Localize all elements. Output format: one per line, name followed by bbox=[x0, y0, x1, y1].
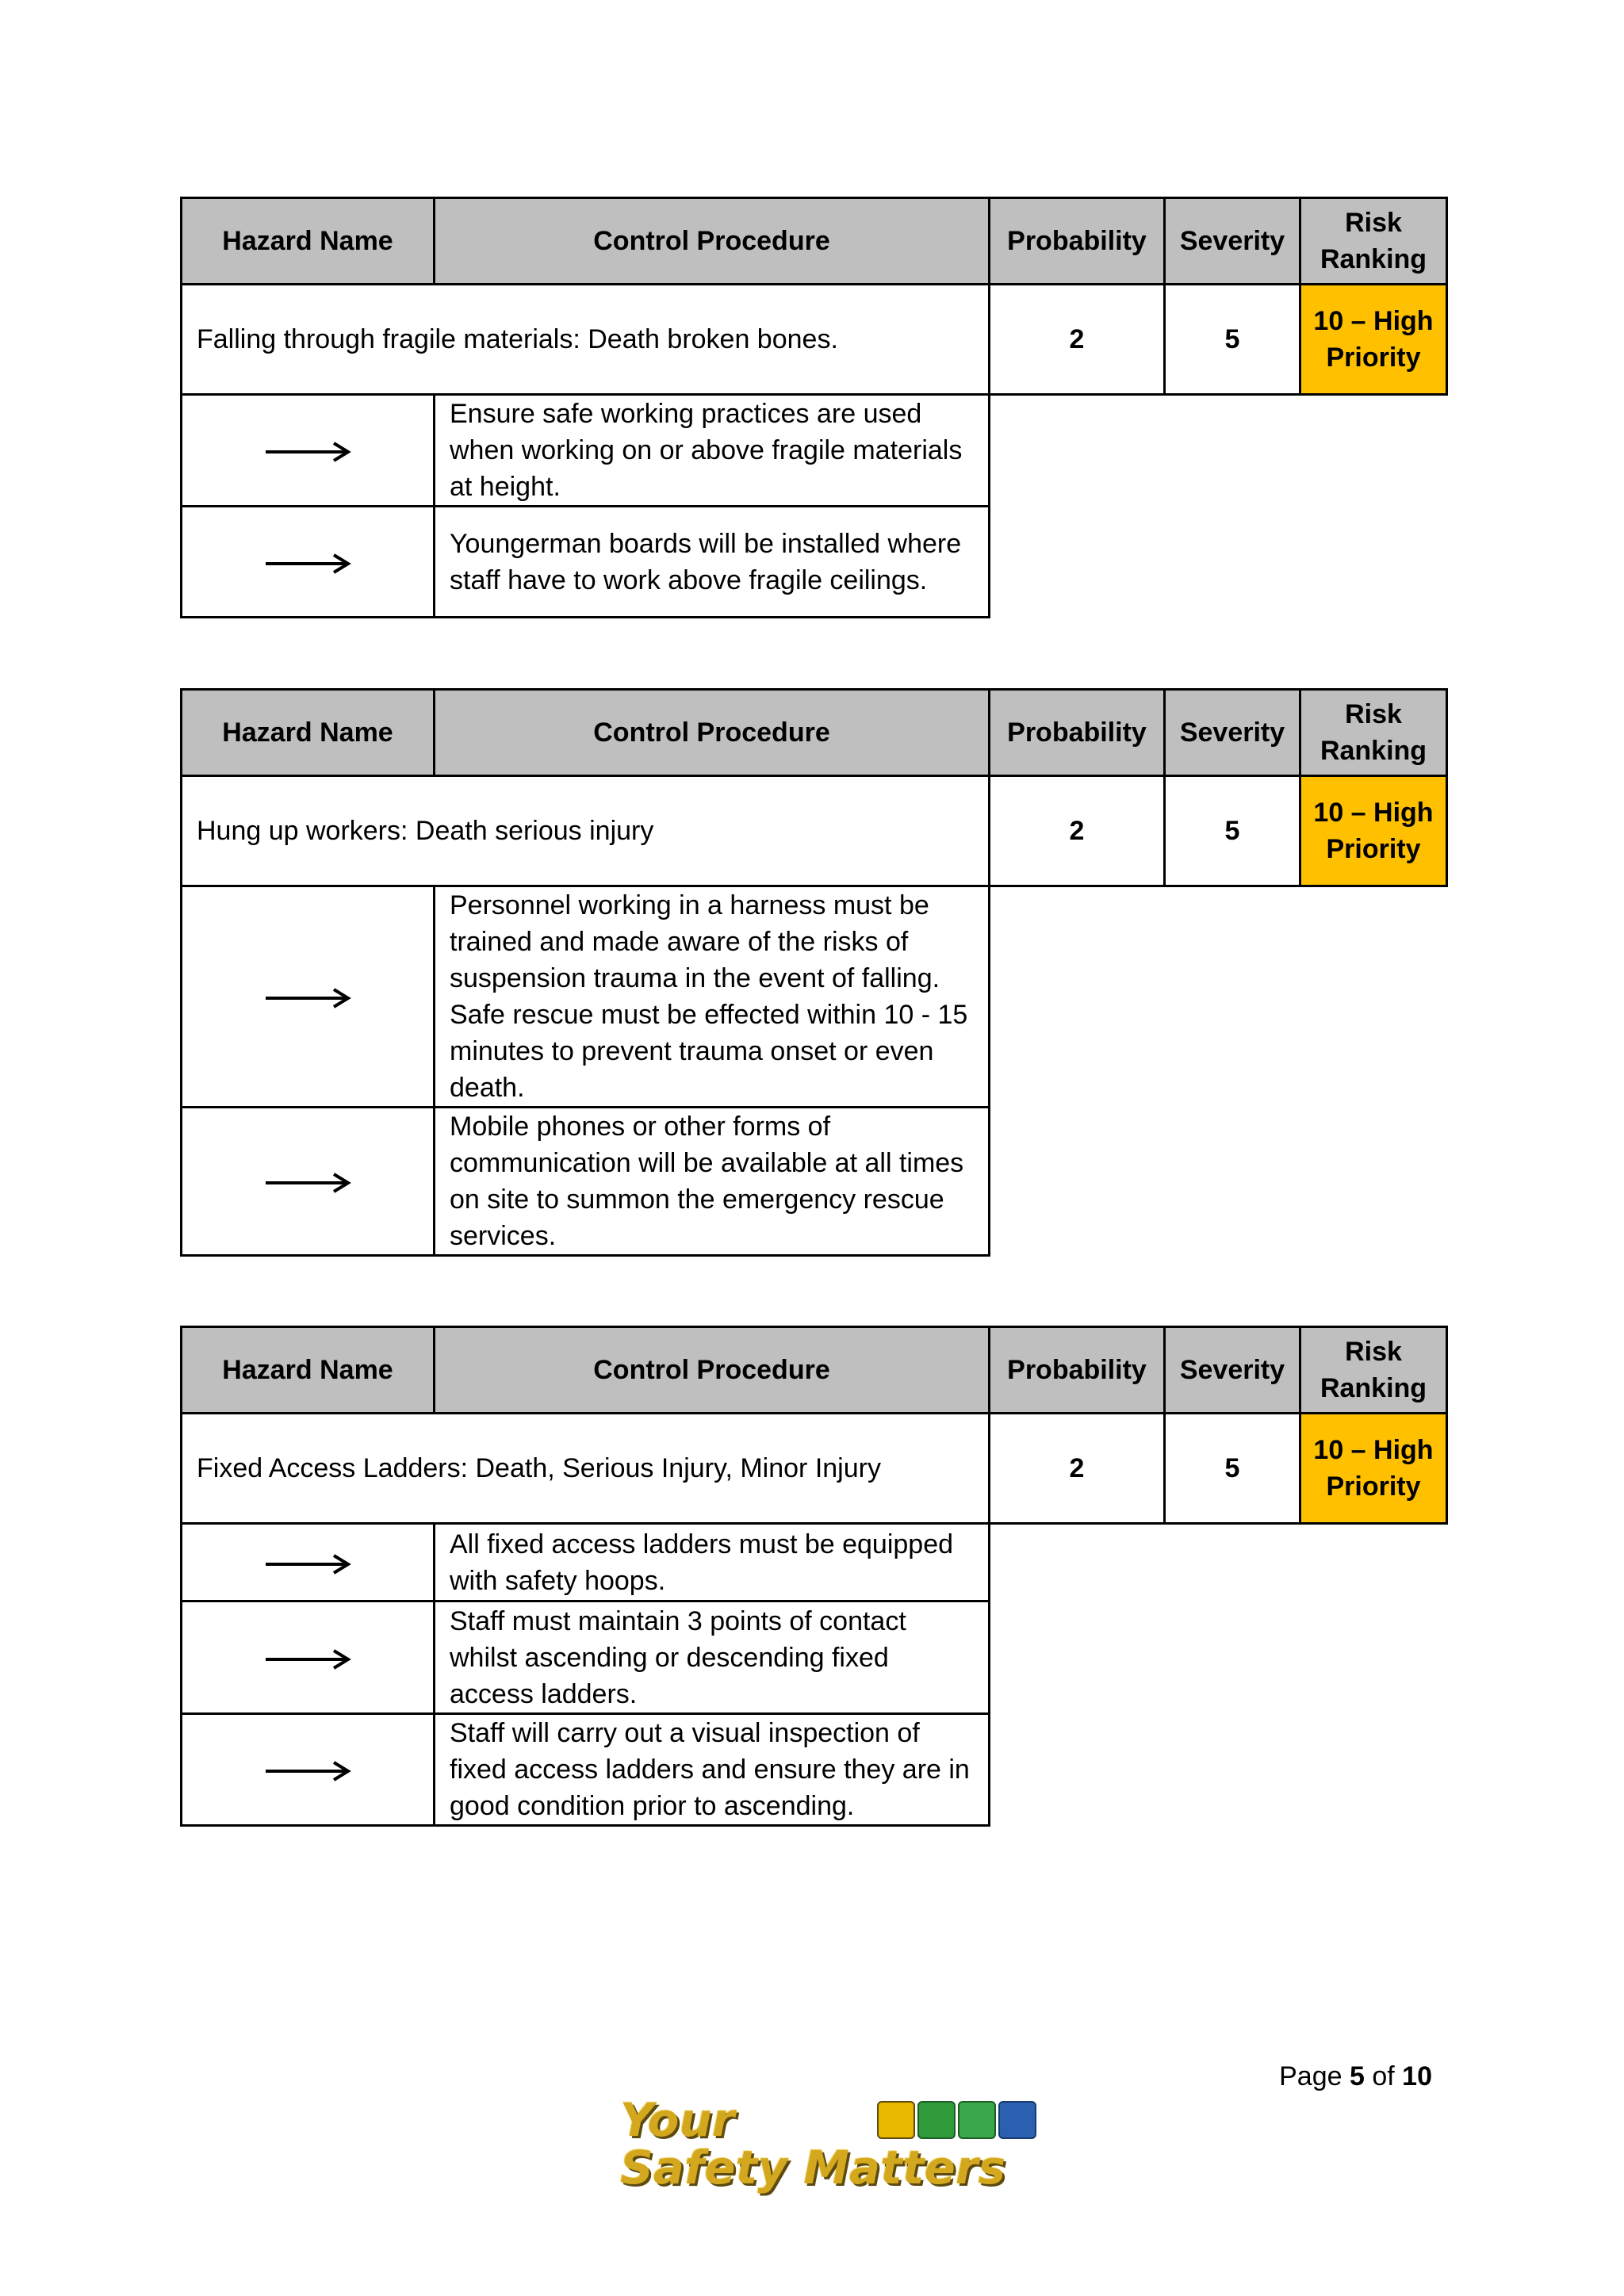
risk-ranking-badge: 10 – High Priority bbox=[1300, 285, 1447, 395]
hazard-name: Hung up workers: Death serious injury bbox=[182, 776, 990, 886]
arrow-cell bbox=[182, 1108, 435, 1256]
header-control-procedure: Control Procedure bbox=[435, 1327, 990, 1414]
control-procedure-text: Ensure safe working practices are used when working on or above fragile materials at height. bbox=[435, 395, 990, 507]
control-procedure-text: Youngerman boards will be installed where staff have to work above fragile ceilings. bbox=[435, 507, 990, 618]
header-risk-ranking: Risk Ranking bbox=[1300, 690, 1447, 776]
right-arrow-icon bbox=[264, 552, 351, 576]
hazard-row bbox=[182, 1414, 1447, 1524]
ppe-icon bbox=[998, 2101, 1036, 2139]
table-header-row bbox=[182, 690, 1447, 776]
table-header-row bbox=[182, 1327, 1447, 1414]
header-hazard-name: Hazard Name bbox=[182, 690, 435, 776]
page-number bbox=[1279, 2061, 1432, 2092]
control-row bbox=[182, 1524, 1447, 1601]
arrow-cell bbox=[182, 1714, 435, 1826]
header-probability: Probability bbox=[990, 198, 1165, 285]
control-row bbox=[182, 1714, 1447, 1826]
probability-value: 2 bbox=[990, 776, 1165, 886]
risk-table bbox=[180, 688, 1448, 1257]
arrow-cell bbox=[182, 1601, 435, 1714]
table-header-row bbox=[182, 198, 1447, 285]
logo-icon-strip bbox=[877, 2101, 1036, 2139]
hazard-row bbox=[182, 285, 1447, 395]
page-current: 5 bbox=[1349, 2061, 1365, 2091]
first-aid-icon bbox=[917, 2101, 956, 2139]
risk-table bbox=[180, 1326, 1448, 1827]
fire-exit-icon bbox=[958, 2101, 996, 2139]
control-row bbox=[182, 886, 1447, 1108]
header-severity: Severity bbox=[1165, 198, 1300, 285]
control-row bbox=[182, 1108, 1447, 1256]
control-procedure-text: Staff will carry out a visual inspection of fixed access ladders and ensure they are in good condition prior to ascending. bbox=[435, 1714, 990, 1826]
header-probability: Probability bbox=[990, 1327, 1165, 1414]
right-arrow-icon bbox=[264, 1759, 351, 1783]
risk-ranking-badge: 10 – High Priority bbox=[1300, 776, 1447, 886]
page-of: of bbox=[1372, 2061, 1395, 2091]
header-risk-ranking: Risk Ranking bbox=[1300, 198, 1447, 285]
header-severity: Severity bbox=[1165, 1327, 1300, 1414]
hazard-table-3 bbox=[180, 1326, 1446, 1827]
header-risk-ranking: Risk Ranking bbox=[1300, 1327, 1447, 1414]
logo-line-1: Your bbox=[620, 2093, 735, 2147]
right-arrow-icon bbox=[264, 1171, 351, 1195]
severity-value: 5 bbox=[1165, 776, 1300, 886]
control-row bbox=[182, 1601, 1447, 1714]
severity-value: 5 bbox=[1165, 285, 1300, 395]
probability-value: 2 bbox=[990, 285, 1165, 395]
arrow-cell bbox=[182, 395, 435, 507]
your-safety-matters-logo bbox=[619, 2093, 1015, 2199]
header-hazard-name: Hazard Name bbox=[182, 1327, 435, 1414]
slip-hazard-icon bbox=[877, 2101, 915, 2139]
right-arrow-icon bbox=[264, 1552, 351, 1576]
header-hazard-name: Hazard Name bbox=[182, 198, 435, 285]
control-procedure-text: Mobile phones or other forms of communication will be available at all times on site to summon the emergency rescue services. bbox=[435, 1108, 990, 1256]
control-row bbox=[182, 507, 1447, 618]
right-arrow-icon bbox=[264, 440, 351, 464]
header-probability: Probability bbox=[990, 690, 1165, 776]
arrow-cell bbox=[182, 507, 435, 618]
header-severity: Severity bbox=[1165, 690, 1300, 776]
probability-value: 2 bbox=[990, 1414, 1165, 1524]
control-procedure-text: Personnel working in a harness must be trained and made aware of the risks of suspension trauma in the event of falling. Safe rescue must be effected within 10 - 15 minutes to prevent trauma onset or even death. bbox=[435, 886, 990, 1108]
control-row bbox=[182, 395, 1447, 507]
right-arrow-icon bbox=[264, 1647, 351, 1671]
hazard-table-2 bbox=[180, 688, 1446, 1257]
right-arrow-icon bbox=[264, 986, 351, 1010]
hazard-name: Falling through fragile materials: Death broken bones. bbox=[182, 285, 990, 395]
control-procedure-text: Staff must maintain 3 points of contact whilst ascending or descending fixed access ladders. bbox=[435, 1601, 990, 1714]
arrow-cell bbox=[182, 1524, 435, 1601]
page-prefix: Page bbox=[1279, 2061, 1342, 2091]
logo-line-2: Safety Matters bbox=[620, 2141, 1005, 2195]
severity-value: 5 bbox=[1165, 1414, 1300, 1524]
page-total: 10 bbox=[1402, 2061, 1432, 2091]
hazard-row bbox=[182, 776, 1447, 886]
arrow-cell bbox=[182, 886, 435, 1108]
header-control-procedure: Control Procedure bbox=[435, 198, 990, 285]
hazard-name: Fixed Access Ladders: Death, Serious Injury, Minor Injury bbox=[182, 1414, 990, 1524]
risk-ranking-badge: 10 – High Priority bbox=[1300, 1414, 1447, 1524]
header-control-procedure: Control Procedure bbox=[435, 690, 990, 776]
hazard-table-1 bbox=[180, 197, 1446, 618]
control-procedure-text: All fixed access ladders must be equipped with safety hoops. bbox=[435, 1524, 990, 1601]
risk-table bbox=[180, 197, 1448, 618]
